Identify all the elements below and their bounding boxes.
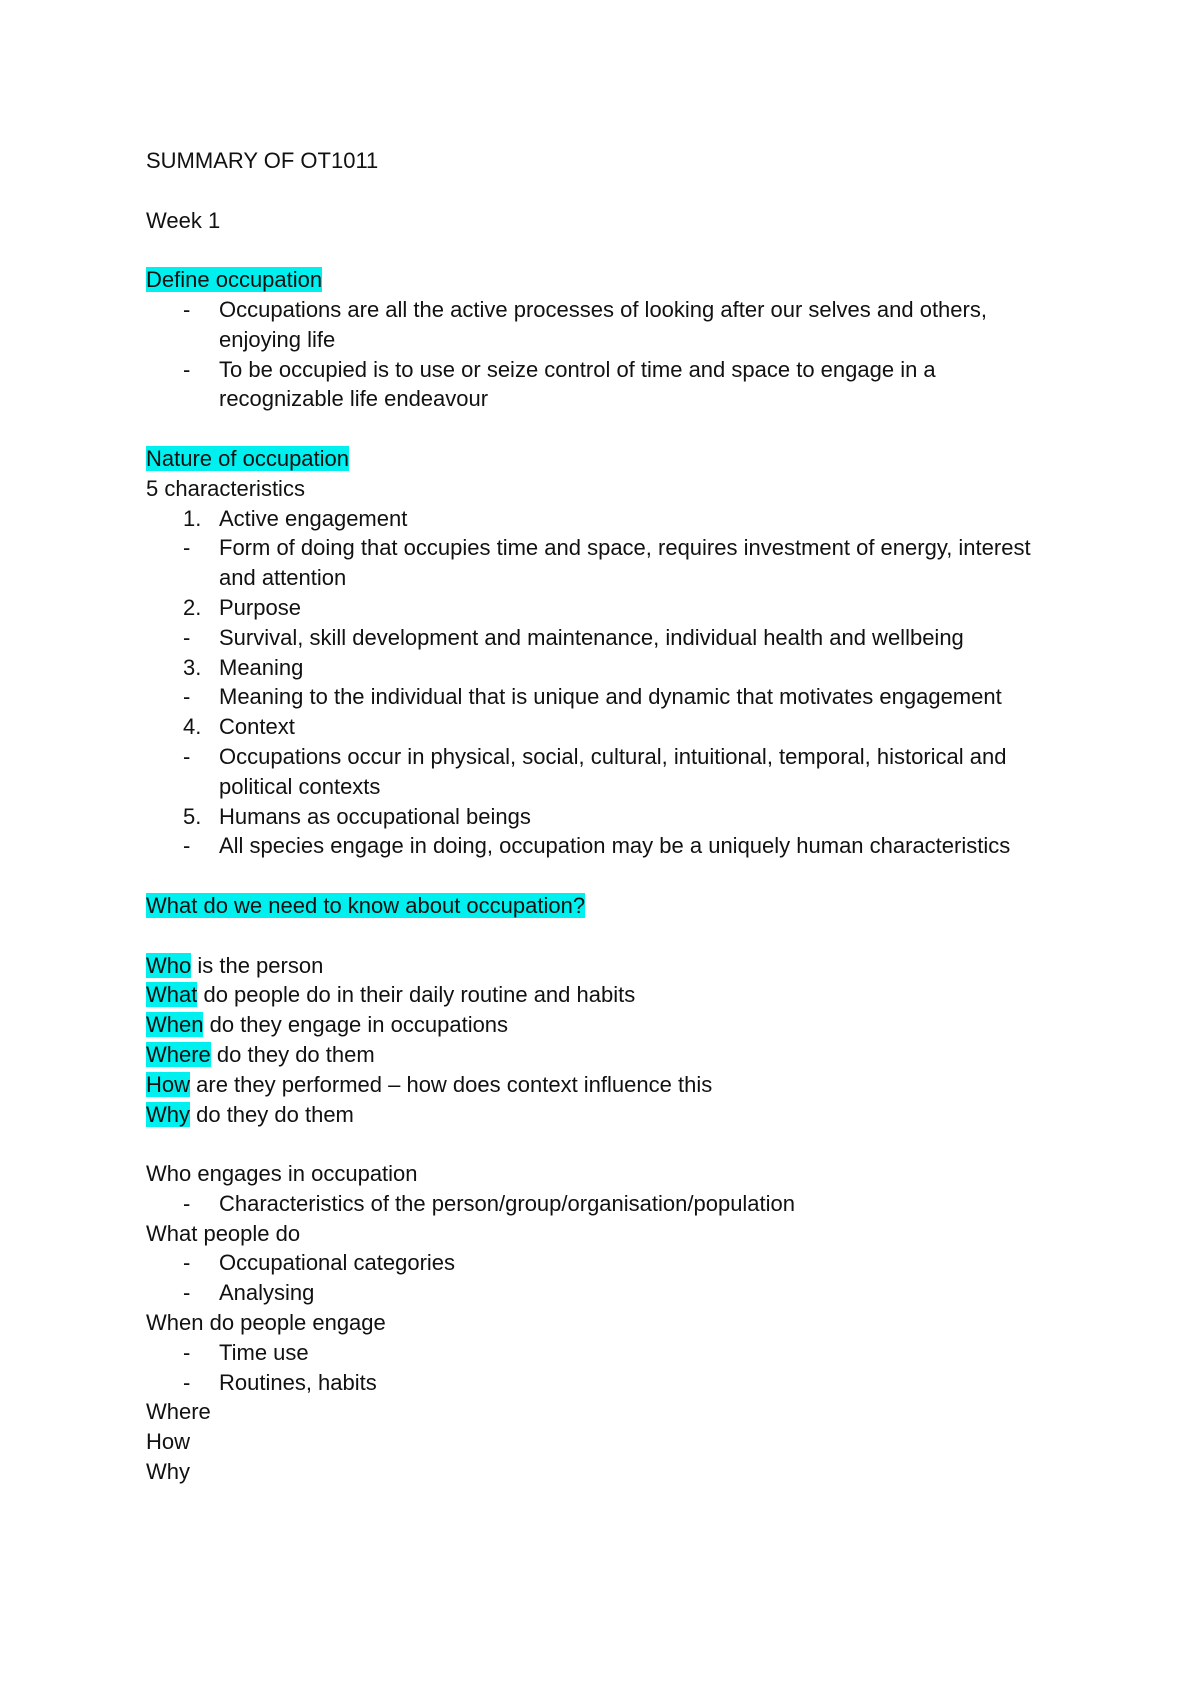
section-define-heading bbox=[146, 265, 1076, 295]
dash-bullet: - bbox=[183, 296, 191, 322]
when-label: When do people engage bbox=[146, 1310, 386, 1336]
question-text: do they engage in occupations bbox=[203, 1012, 509, 1038]
dash-bullet: - bbox=[183, 1190, 191, 1216]
dash-bullet: - bbox=[183, 1280, 191, 1306]
list-item bbox=[146, 1248, 1076, 1278]
question-line bbox=[146, 1070, 1076, 1100]
list-item-text: Characteristics of the person/group/organisation/population bbox=[219, 1190, 796, 1216]
dash-bullet: - bbox=[183, 1339, 191, 1365]
item-number: 5. bbox=[183, 803, 202, 829]
spacer bbox=[146, 176, 1076, 206]
week-label: Week 1 bbox=[146, 207, 221, 233]
list-item-continuation bbox=[146, 384, 1076, 414]
spacer bbox=[146, 414, 1076, 444]
list-item-text: Meaning to the individual that is unique and dynamic that motivates engagement bbox=[219, 684, 1002, 710]
section-know-heading bbox=[146, 891, 1076, 921]
list-item-text: To be occupied is to use or seize control of time and space to engage in a bbox=[219, 356, 936, 382]
list-item bbox=[146, 355, 1076, 385]
dash-bullet: - bbox=[183, 1369, 191, 1395]
item-number: 2. bbox=[183, 594, 202, 620]
question-word: Where bbox=[146, 1041, 211, 1067]
question-text: do people do in their daily routine and habits bbox=[197, 982, 636, 1008]
list-item-text: All species engage in doing, occupation may be a uniquely human characteristics bbox=[219, 833, 1011, 859]
dash-bullet: - bbox=[183, 833, 191, 859]
document-page bbox=[146, 146, 1076, 1487]
list-item bbox=[146, 1278, 1076, 1308]
what-label: What people do bbox=[146, 1220, 301, 1246]
item-number: 4. bbox=[183, 714, 202, 740]
question-word: Why bbox=[146, 1101, 190, 1127]
list-item bbox=[146, 1189, 1076, 1219]
list-item-text: Form of doing that occupies time and space, requires investment of energy, interest bbox=[219, 535, 1031, 561]
question-word: How bbox=[146, 1071, 191, 1097]
list-item-text: political contexts bbox=[219, 773, 381, 799]
dash-bullet: - bbox=[183, 356, 191, 382]
numbered-item bbox=[146, 593, 1076, 623]
list-item-text: Time use bbox=[219, 1339, 309, 1365]
question-line bbox=[146, 980, 1076, 1010]
question-text: is the person bbox=[191, 952, 324, 978]
highlight: What do we need to know about occupation? bbox=[146, 892, 586, 918]
question-text: do they do them bbox=[190, 1101, 354, 1127]
spacer bbox=[146, 1129, 1076, 1159]
item-label: Active engagement bbox=[219, 505, 408, 531]
item-label: Humans as occupational beings bbox=[219, 803, 531, 829]
why-label: Why bbox=[146, 1459, 190, 1485]
question-word: Who bbox=[146, 952, 192, 978]
dash-bullet: - bbox=[183, 684, 191, 710]
question-text: do they do them bbox=[210, 1041, 375, 1067]
question-line bbox=[146, 1100, 1076, 1130]
dash-bullet: - bbox=[183, 624, 191, 650]
list-item-text: enjoying life bbox=[219, 326, 336, 352]
list-item bbox=[146, 1368, 1076, 1398]
highlight: Define occupation bbox=[146, 267, 323, 293]
list-item-text: recognizable life endeavour bbox=[219, 386, 489, 412]
list-item bbox=[146, 1338, 1076, 1368]
list-item-text: Analysing bbox=[219, 1280, 315, 1306]
list-item bbox=[146, 742, 1076, 772]
list-item-text: Occupational categories bbox=[219, 1250, 456, 1276]
list-item-text: Survival, skill development and maintenance, individual health and wellbeing bbox=[219, 624, 964, 650]
item-label: Meaning bbox=[219, 654, 304, 680]
question-line bbox=[146, 1040, 1076, 1070]
list-item-continuation bbox=[146, 325, 1076, 355]
question-text: are they performed – how does context influence this bbox=[190, 1071, 713, 1097]
list-item bbox=[146, 533, 1076, 563]
numbered-item bbox=[146, 802, 1076, 832]
spacer bbox=[146, 921, 1076, 951]
list-item bbox=[146, 682, 1076, 712]
item-label: Purpose bbox=[219, 594, 301, 620]
dash-bullet: - bbox=[183, 535, 191, 561]
who-label: Who engages in occupation bbox=[146, 1161, 418, 1187]
question-line bbox=[146, 1010, 1076, 1040]
item-number: 3. bbox=[183, 654, 202, 680]
dash-bullet: - bbox=[183, 1250, 191, 1276]
list-item bbox=[146, 623, 1076, 653]
numbered-item bbox=[146, 653, 1076, 683]
list-item bbox=[146, 831, 1076, 861]
highlight: Nature of occupation bbox=[146, 445, 350, 471]
dash-bullet: - bbox=[183, 743, 191, 769]
item-label: Context bbox=[219, 714, 295, 740]
list-item-text: Occupations are all the active processes of looking after our selves and others, bbox=[219, 296, 987, 322]
document-title: SUMMARY OF OT1011 bbox=[146, 148, 379, 173]
characteristics-label: 5 characteristics bbox=[146, 475, 305, 501]
list-item-text: Occupations occur in physical, social, cultural, intuitional, temporal, historical and bbox=[219, 743, 1007, 769]
list-item-text: Routines, habits bbox=[219, 1369, 377, 1395]
section-nature-heading bbox=[146, 444, 1076, 474]
numbered-item bbox=[146, 712, 1076, 742]
spacer bbox=[146, 861, 1076, 891]
list-item bbox=[146, 295, 1076, 325]
how-label: How bbox=[146, 1429, 191, 1455]
item-number: 1. bbox=[183, 505, 202, 531]
list-item-text: and attention bbox=[219, 565, 347, 591]
question-word: What bbox=[146, 982, 198, 1008]
question-line bbox=[146, 951, 1076, 981]
list-item-continuation bbox=[146, 563, 1076, 593]
where-label: Where bbox=[146, 1399, 211, 1425]
numbered-item bbox=[146, 504, 1076, 534]
spacer bbox=[146, 235, 1076, 265]
question-word: When bbox=[146, 1012, 204, 1038]
list-item-continuation bbox=[146, 772, 1076, 802]
